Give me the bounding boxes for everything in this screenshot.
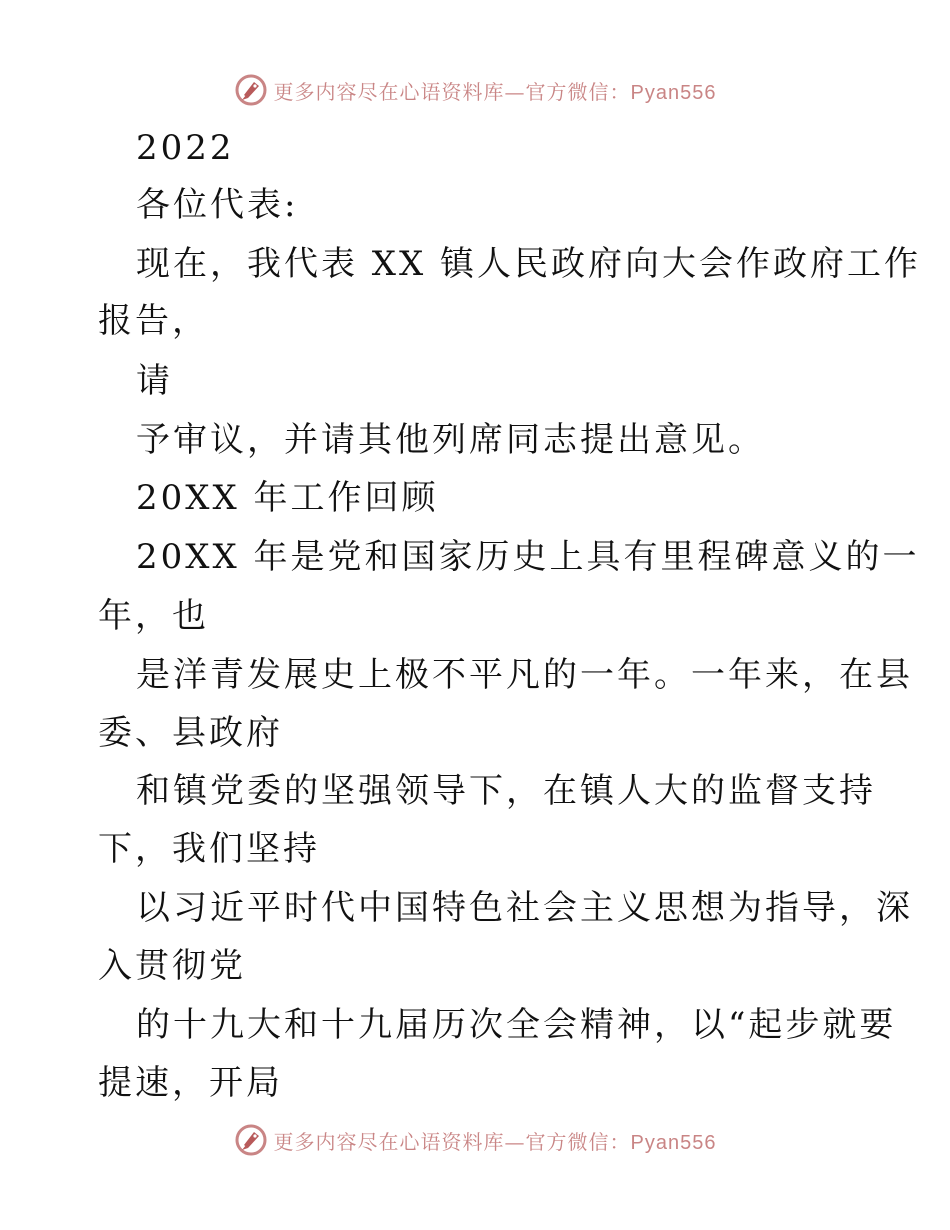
pen-nib-circle-icon — [234, 1123, 268, 1157]
text-line: 报告， — [98, 301, 209, 341]
text-line: 入贯彻党 — [98, 946, 246, 986]
watermark-text — [274, 1126, 717, 1155]
text-line: 现在，我代表 XX 镇人民政府向大会作政府工作 — [136, 244, 922, 284]
watermark-id: Pyan556 — [630, 81, 717, 104]
text-line: 以习近平时代中国特色社会主义思想为指导，深 — [136, 888, 913, 928]
text-line: 的十九大和十九届历次全会精神，以“起步就要 — [136, 1005, 897, 1045]
text-line: 予审议，并请其他列席同志提出意见。 — [136, 420, 765, 460]
text-line: 提速，开局 — [98, 1063, 283, 1103]
text-line: 和镇党委的坚强领导下，在镇人大的监督支持 — [136, 771, 876, 811]
text-line: 各位代表: — [136, 185, 299, 225]
watermark-label: 更多内容尽在心语资料库—官方微信： — [273, 1129, 631, 1154]
text-line: 下，我们坚持 — [98, 829, 320, 869]
header-watermark — [0, 70, 950, 110]
text-line: 是洋青发展史上极不平凡的一年。一年来，在县 — [136, 655, 913, 695]
text-line: 年，也 — [98, 596, 209, 636]
text-line: 请 — [136, 361, 173, 401]
pen-nib-circle-icon — [234, 73, 268, 107]
text-line: 20XX 年是党和国家历史上具有里程碑意义的一 — [136, 537, 920, 577]
footer-watermark — [0, 1120, 950, 1160]
watermark-text — [274, 76, 717, 105]
text-line: 2022 — [136, 128, 235, 168]
watermark-id: Pyan556 — [630, 1131, 717, 1154]
watermark-label: 更多内容尽在心语资料库—官方微信： — [273, 79, 631, 104]
text-line: 委、县政府 — [98, 713, 283, 753]
text-line: 20XX 年工作回顾 — [136, 478, 439, 518]
